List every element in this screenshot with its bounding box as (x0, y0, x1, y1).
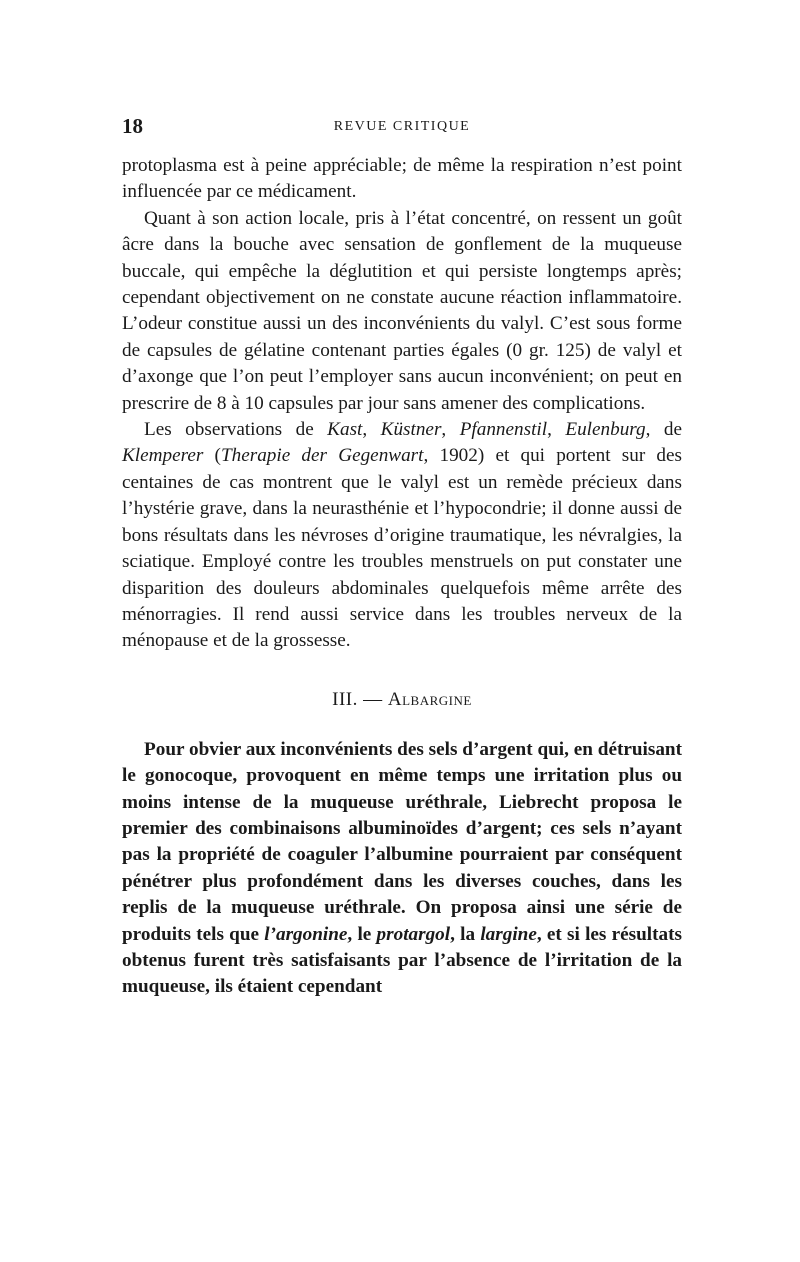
text-run: , et si les résultats obtenus furent très satisfaisants par l’absence de l’irritation de la muqueuse, ils étaient cependant (122, 923, 682, 998)
section-numeral: III. — (332, 688, 388, 710)
paragraph-local-action: Quant à son action locale, pris à l’état concentré, on ressent un goût âcre dans la bouche avec sensation de gonflement de la muqueuse buccale, qui empêche la déglutition et qui persiste longtemps après; cependant objectivement on ne constate aucune réaction inflammatoire. L’odeur constitue aussi un des inconvénients du valyl. C’est sous forme de capsules de gélatine contenant parties égales (0 gr. 125) de valyl et d’axonge que l’on peut l’employer sans aucun inconvénient; on peut en prescrire de 8 à 10 capsules par jour sans amener des complications. (122, 207, 682, 414)
body-text (122, 153, 682, 1001)
text-run: , (441, 419, 460, 441)
paragraph-observations (122, 417, 682, 655)
author-name: Küstner (380, 419, 442, 441)
text-run: , (547, 419, 566, 441)
product-name: largine (480, 923, 537, 945)
paragraph-albargine (122, 737, 682, 1001)
paragraph-continuation: protoplasma est à peine appréciable; de même la respiration n’est point influencée par ce médicament. (122, 155, 682, 203)
text-run: , de (645, 419, 683, 441)
section-heading (122, 687, 682, 713)
text-run: Pour obvier aux inconvénients des sels d’argent qui, en détruisant le gonocoque, provoquent en même temps une irritation plus ou moins intense de la muqueuse uréthrale, Liebrecht proposa le premier des combinaisons albuminoïdes d’argent; ces sels n’ayant pas la propriété de coaguler l’albumine pourraient par conséquent pénétrer plus profondément dans les diverses couches, dans les replis de la muqueuse uréthrale. On proposa ainsi une série de produits tels que (122, 738, 682, 945)
text-run: ( (203, 445, 221, 467)
page-number: 18 (122, 114, 143, 138)
product-name: protargol (376, 923, 451, 945)
author-name: Kast (327, 419, 363, 441)
text-run: , 1902) et qui portent sur des centaines de cas montrent que le valyl est un remède précieux dans l’hystérie grave, dans la neurasthénie et l’hypocondrie; il donne aussi de bons résultats dans les névroses d’origine traumatique, les névralgies, la sciatique. Employé contre les troubles menstruels on put constater une disparition des douleurs abdominales quelquefois même arrête des ménorragies. Il rend aussi service dans les troubles nerveux de la ménopause et de la grossesse. (122, 445, 682, 652)
author-name: Eulenburg (565, 419, 646, 441)
product-name: l’argonine (264, 923, 348, 945)
running-head: REVUE CRITIQUE (333, 119, 471, 134)
text-run: , le (347, 923, 377, 945)
section-title: Albargine (387, 688, 472, 710)
section-albargine (122, 737, 682, 1001)
journal-title: Therapie der Gegenwart (220, 445, 424, 467)
author-name: Klemperer (122, 445, 204, 467)
author-name: Pfannenstil (459, 419, 548, 441)
text-run: Les observations de (144, 419, 328, 441)
text-run: , (362, 419, 381, 441)
page-header (122, 112, 682, 140)
text-run: , la (450, 923, 481, 945)
